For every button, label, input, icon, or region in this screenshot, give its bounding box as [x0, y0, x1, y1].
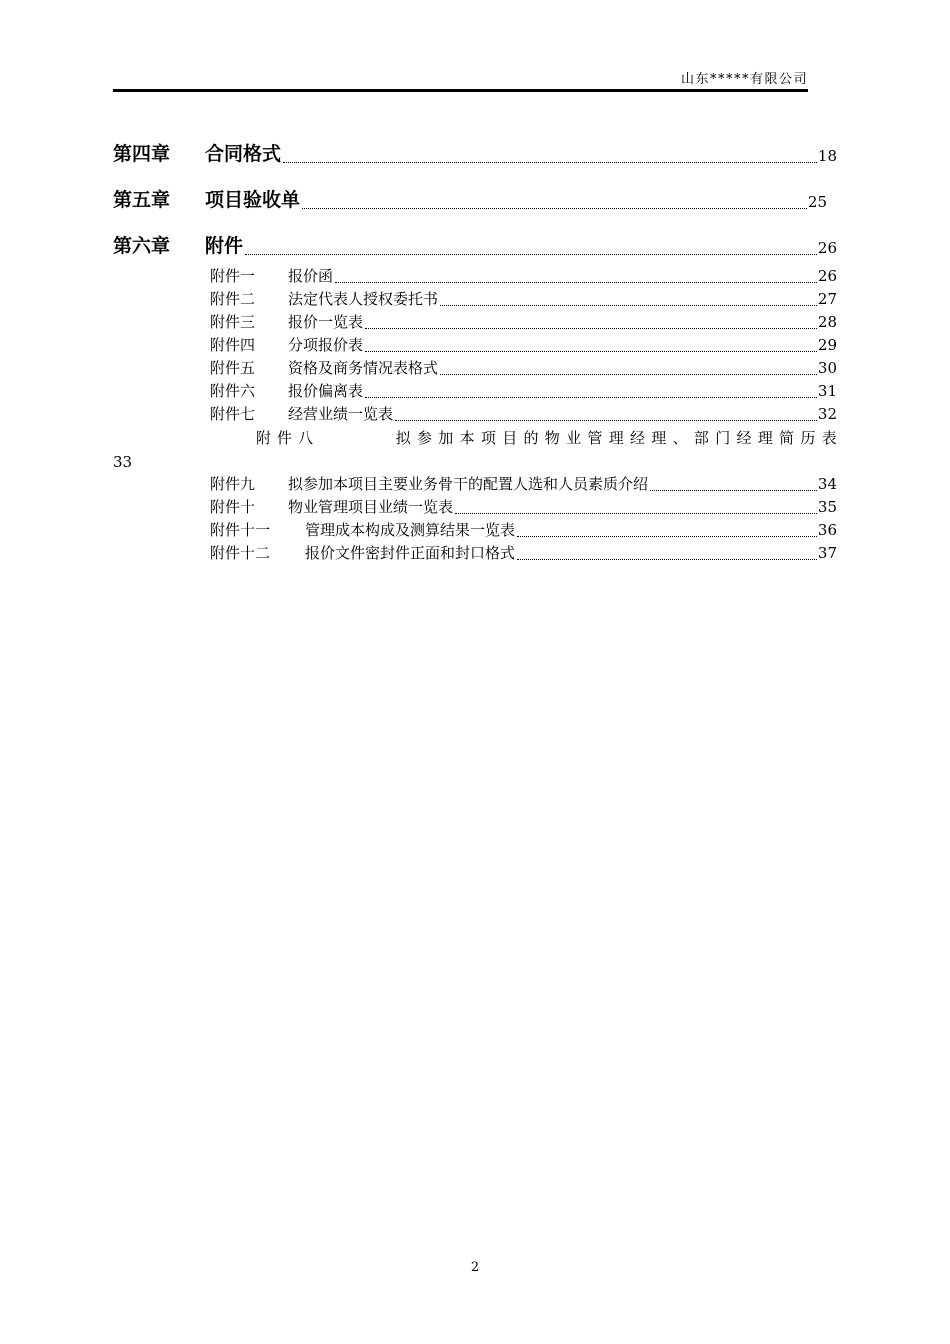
toc-annex-10[interactable]: [210, 495, 837, 517]
annex-title: 经营业绩一览表: [288, 405, 394, 423]
toc-chapter-6[interactable]: [113, 230, 837, 258]
toc-annex-9[interactable]: [210, 472, 837, 494]
annex-number: 附件二: [210, 290, 256, 308]
dot-leader: [395, 420, 817, 421]
chapter-title: 项目验收单: [205, 189, 301, 211]
annex-page: 37: [817, 544, 837, 562]
annex-title: 报价函: [288, 267, 334, 285]
annex-number: 附件一: [210, 267, 256, 285]
annex-title: 报价一览表: [288, 313, 364, 331]
chapter-number: 第五章: [113, 189, 171, 211]
footer-page-number: 2: [470, 1260, 480, 1275]
annex-page: 29: [817, 336, 837, 354]
dot-leader: [517, 559, 817, 560]
annex-title: 物业管理项目业绩一览表: [288, 498, 454, 516]
annex-title: 法定代表人授权委托书: [288, 290, 439, 308]
dot-leader: [650, 490, 817, 491]
toc-annex-2[interactable]: [210, 287, 837, 309]
dot-leader: [440, 374, 817, 375]
annex-page: 35: [817, 498, 837, 516]
dot-leader: [283, 162, 817, 163]
annex-title: 拟参加本项目的物业管理经理、部门经理简历表: [395, 429, 843, 447]
annex-title: 拟参加本项目主要业务骨干的配置人选和人员素质介绍: [288, 475, 649, 493]
chapter-number: 第四章: [113, 143, 171, 165]
annex-page: 27: [817, 290, 837, 308]
annex-number: 附件五: [210, 359, 256, 377]
annex-page: 31: [817, 382, 837, 400]
chapter-page: 25: [807, 193, 827, 211]
chapter-page: 18: [817, 147, 837, 165]
annex-page: 30: [817, 359, 837, 377]
toc-annex-12[interactable]: [210, 541, 837, 563]
toc-annex-6[interactable]: [210, 379, 837, 401]
dot-leader: [517, 536, 817, 537]
annex-title: 分项报价表: [288, 336, 364, 354]
dot-leader: [455, 513, 817, 514]
dot-leader: [440, 305, 817, 306]
annex-number: 附件四: [210, 336, 256, 354]
dot-leader: [365, 328, 817, 329]
annex-title: 资格及商务情况表格式: [288, 359, 439, 377]
toc-annex-3[interactable]: [210, 310, 837, 332]
toc-chapter-4[interactable]: [113, 138, 837, 166]
annex-number: 附件十: [210, 498, 256, 516]
toc-annex-11[interactable]: [210, 518, 837, 540]
annex-title: 报价偏离表: [288, 382, 364, 400]
annex-page: 28: [817, 313, 837, 331]
annex-number: 附件六: [210, 382, 256, 400]
dot-leader: [335, 282, 817, 283]
annex-title: 报价文件密封件正面和封口格式: [305, 544, 516, 562]
chapter-title: 合同格式: [205, 143, 282, 165]
chapter-number: 第六章: [113, 235, 171, 257]
annex-number: 附件八: [256, 429, 320, 447]
annex-number: 附件十一: [210, 521, 271, 539]
dot-leader: [245, 254, 817, 255]
annex-number: 附件三: [210, 313, 256, 331]
annex-page: 32: [817, 405, 837, 423]
annex-title: 管理成本构成及测算结果一览表: [305, 521, 516, 539]
toc-annex-4[interactable]: [210, 333, 837, 355]
header-company-name: 山东*****有限公司: [680, 72, 808, 87]
chapter-title: 附件: [205, 235, 244, 257]
toc-annex-7[interactable]: [210, 402, 837, 424]
toc-chapter-5[interactable]: [113, 184, 827, 212]
annex-number: 附件七: [210, 405, 256, 423]
annex-number: 附件十二: [210, 544, 271, 562]
annex-number: 附件九: [210, 475, 256, 493]
dot-leader: [365, 351, 817, 352]
dot-leader: [302, 208, 807, 209]
toc-annex-1[interactable]: [210, 264, 837, 286]
annex-page: 34: [817, 475, 837, 493]
toc-annex-5[interactable]: [210, 356, 837, 378]
toc-annex-8[interactable]: [256, 428, 843, 450]
header-rule: [113, 89, 808, 92]
annex-page-wrapped: 33: [113, 453, 133, 471]
chapter-page: 26: [817, 239, 837, 257]
annex-page: 36: [817, 521, 837, 539]
dot-leader: [365, 397, 817, 398]
annex-page: 26: [817, 267, 837, 285]
